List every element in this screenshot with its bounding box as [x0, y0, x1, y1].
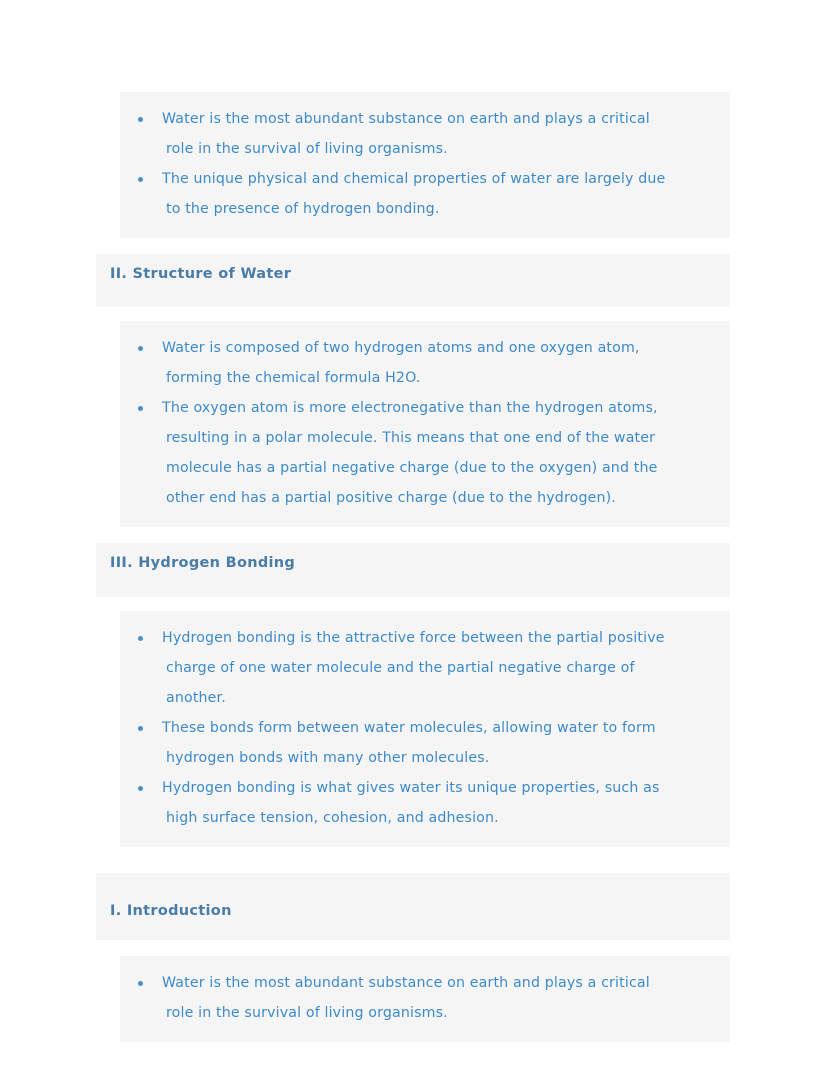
section-heading-block: [96, 543, 730, 596]
block-spacer: [0, 597, 828, 611]
list-item: [134, 104, 716, 164]
list-item-line: role in the survival of living organisms.: [166, 141, 448, 157]
section-heading: III. Hydrogen Bonding: [110, 555, 296, 572]
list-item-line: These bonds form between water molecules, allowing water to form: [162, 719, 656, 736]
section-heading: II. Structure of Water: [110, 266, 292, 282]
section-heading-block: [96, 873, 730, 940]
block-spacer: [0, 847, 828, 873]
list-item-line: role in the survival of living organisms.: [166, 1005, 448, 1022]
bullet-list: [134, 333, 716, 513]
bullet-list-block: [120, 611, 730, 847]
list-item-line: The unique physical and chemical properties of water are largely due: [162, 171, 666, 187]
list-item-line: The oxygen atom is more electronegative than the hydrogen atoms,: [162, 400, 658, 417]
document-body: [0, 92, 828, 1042]
list-item-line: hydrogen bonds with many other molecules.: [166, 749, 490, 766]
list-item-line: resulting in a polar molecule. This means that one end of the water: [166, 430, 656, 447]
block-spacer: [0, 307, 828, 321]
list-item-line: another.: [166, 689, 226, 706]
bullet-list-block: [120, 321, 730, 527]
list-item: [134, 623, 716, 713]
list-item-line: charge of one water molecule and the partial negative charge of: [166, 659, 635, 676]
list-item-line: other end has a partial positive charge (due to the hydrogen).: [166, 490, 616, 507]
section-heading: I. Introduction: [110, 902, 232, 919]
list-item-line: high surface tension, cohesion, and adhesion.: [166, 809, 499, 826]
list-item: [134, 393, 716, 513]
list-item: [134, 773, 716, 833]
bullet-list-block: [120, 92, 730, 238]
section-heading-block: [96, 254, 730, 307]
list-item-line: Hydrogen bonding is what gives water its unique properties, such as: [162, 779, 660, 796]
list-item-line: forming the chemical formula H2O.: [166, 370, 421, 387]
list-item-line: Hydrogen bonding is the attractive force between the partial positive: [162, 629, 665, 646]
bullet-list: [134, 104, 716, 224]
list-item: [134, 333, 716, 393]
list-item-line: molecule has a partial negative charge (due to the oxygen) and the: [166, 460, 658, 477]
list-item-line: Water is composed of two hydrogen atoms and one oxygen atom,: [162, 340, 640, 357]
list-item-line: Water is the most abundant substance on earth and plays a critical: [162, 975, 650, 992]
list-item: [134, 968, 716, 1028]
block-spacer: [0, 527, 828, 543]
bullet-list-block: [120, 956, 730, 1042]
block-spacer: [0, 940, 828, 956]
list-item-line: Water is the most abundant substance on earth and plays a critical: [162, 111, 650, 127]
list-item: [134, 164, 716, 224]
bullet-list: [134, 968, 716, 1028]
list-item: [134, 713, 716, 773]
block-spacer: [0, 238, 828, 254]
list-item-line: to the presence of hydrogen bonding.: [166, 201, 440, 217]
bullet-list: [134, 623, 716, 833]
